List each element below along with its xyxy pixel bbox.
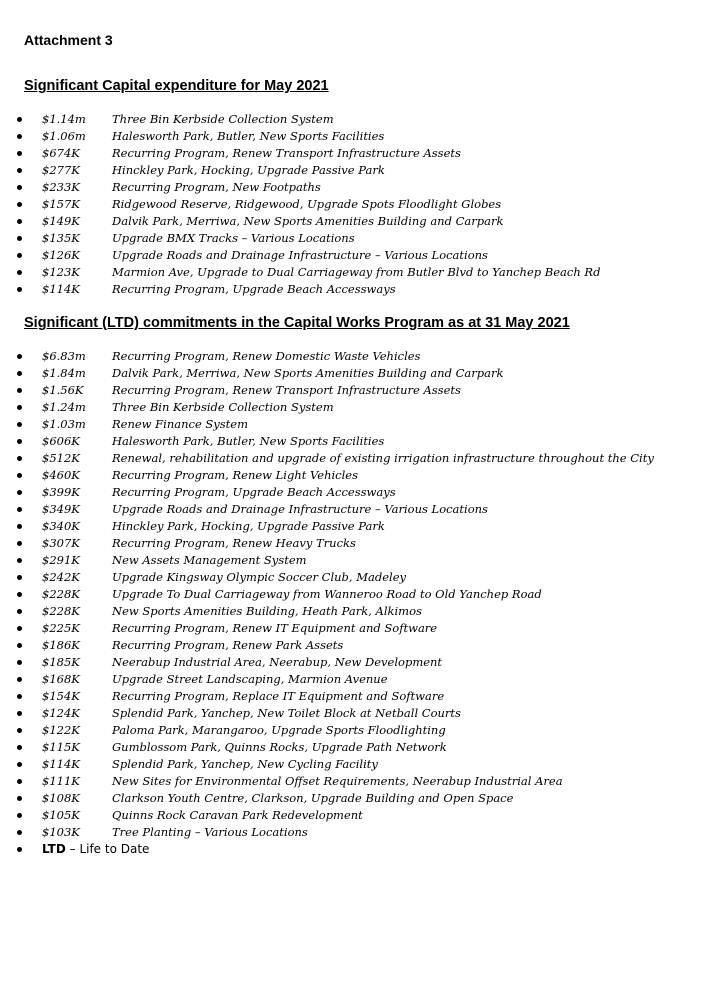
bullet-icon: [17, 236, 22, 241]
item-amount: $1.24m: [42, 400, 86, 414]
item-amount: $186K: [42, 638, 80, 652]
bullet-icon: [17, 575, 22, 580]
bullet-icon: [17, 219, 22, 224]
item-description: Dalvik Park, Merriwa, New Sports Amenities Building and Carpark: [112, 366, 504, 380]
bullet-icon: [17, 287, 22, 292]
item-amount: $108K: [42, 791, 80, 805]
item-amount: $6.83m: [42, 349, 86, 363]
item-amount: $228K: [42, 587, 80, 601]
bullet-icon: [17, 185, 22, 190]
item-amount: $228K: [42, 604, 80, 618]
bullet-icon: [17, 592, 22, 597]
footnote-definition: – Life to Date: [65, 842, 150, 856]
item-amount: $157K: [42, 197, 80, 211]
item-description: Recurring Program, Renew Heavy Trucks: [112, 536, 356, 550]
bullet-icon: [17, 847, 22, 852]
item-description: Recurring Program, Replace IT Equipment and Software: [112, 689, 445, 703]
item-description: Renewal, rehabilitation and upgrade of existing irrigation infrastructure throughout the City: [112, 451, 654, 465]
bullet-icon: [17, 151, 22, 156]
bullet-icon: [17, 813, 22, 818]
item-amount: $606K: [42, 434, 80, 448]
item-amount: $291K: [42, 553, 80, 567]
bullet-icon: [17, 253, 22, 258]
item-amount: $242K: [42, 570, 80, 584]
item-description: Dalvik Park, Merriwa, New Sports Amenities Building and Carpark: [112, 214, 504, 228]
item-description: Clarkson Youth Centre, Clarkson, Upgrade Building and Open Space: [112, 791, 514, 805]
item-description: Ridgewood Reserve, Ridgewood, Upgrade Spots Floodlight Globes: [112, 197, 502, 211]
attachment-label: Attachment 3: [24, 32, 113, 48]
item-description: Recurring Program, New Footpaths: [112, 180, 321, 194]
item-description: Upgrade BMX Tracks – Various Locations: [112, 231, 355, 245]
bullet-icon: [17, 388, 22, 393]
item-amount: $185K: [42, 655, 80, 669]
item-amount: $114K: [42, 282, 80, 296]
bullet-icon: [17, 677, 22, 682]
item-amount: $135K: [42, 231, 80, 245]
bullet-icon: [17, 473, 22, 478]
item-description: Hinckley Park, Hocking, Upgrade Passive Park: [112, 163, 385, 177]
bullet-icon: [17, 134, 22, 139]
item-description: Hinckley Park, Hocking, Upgrade Passive Park: [112, 519, 385, 533]
item-amount: $111K: [42, 774, 80, 788]
bullet-icon: [17, 117, 22, 122]
bullet-icon: [17, 422, 22, 427]
bullet-icon: [17, 694, 22, 699]
item-description: Recurring Program, Renew Transport Infrastructure Assets: [112, 146, 461, 160]
item-description: Paloma Park, Marangaroo, Upgrade Sports Floodlighting: [112, 723, 446, 737]
item-amount: $1.06m: [42, 129, 86, 143]
bullet-icon: [17, 745, 22, 750]
item-amount: $1.03m: [42, 417, 86, 431]
item-description: Halesworth Park, Butler, New Sports Facilities: [112, 434, 385, 448]
bullet-icon: [17, 490, 22, 495]
item-amount: $307K: [42, 536, 80, 550]
section-heading-ltd-commitments: Significant (LTD) commitments in the Capital Works Program as at 31 May 2021: [24, 315, 570, 331]
item-description: Halesworth Park, Butler, New Sports Facilities: [112, 129, 385, 143]
item-amount: $460K: [42, 468, 80, 482]
bullet-icon: [17, 270, 22, 275]
item-description: Splendid Park, Yanchep, New Cycling Facility: [112, 757, 378, 771]
item-amount: $126K: [42, 248, 80, 262]
item-description: Upgrade Roads and Drainage Infrastructure – Various Locations: [112, 248, 488, 262]
item-amount: $105K: [42, 808, 80, 822]
bullet-icon: [17, 202, 22, 207]
bullet-icon: [17, 643, 22, 648]
bullet-icon: [17, 728, 22, 733]
item-amount: $340K: [42, 519, 80, 533]
bullet-icon: [17, 660, 22, 665]
item-description: Three Bin Kerbside Collection System: [112, 400, 334, 414]
bullet-icon: [17, 507, 22, 512]
item-amount: $349K: [42, 502, 80, 516]
item-amount: $233K: [42, 180, 80, 194]
item-description: Recurring Program, Renew Park Assets: [112, 638, 344, 652]
bullet-icon: [17, 762, 22, 767]
item-description: Recurring Program, Renew Light Vehicles: [112, 468, 358, 482]
item-amount: $225K: [42, 621, 80, 635]
item-description: New Assets Management System: [112, 553, 307, 567]
item-amount: $115K: [42, 740, 80, 754]
bullet-icon: [17, 779, 22, 784]
item-description: Upgrade Kingsway Olympic Soccer Club, Madeley: [112, 570, 407, 584]
item-description: Quinns Rock Caravan Park Redevelopment: [112, 808, 363, 822]
item-amount: $512K: [42, 451, 80, 465]
bullet-icon: [17, 609, 22, 614]
item-description: New Sports Amenities Building, Heath Park, Alkimos: [112, 604, 422, 618]
item-amount: $1.14m: [42, 112, 86, 126]
bullet-icon: [17, 558, 22, 563]
bullet-icon: [17, 626, 22, 631]
item-amount: $168K: [42, 672, 80, 686]
item-amount: $103K: [42, 825, 80, 839]
item-amount: $154K: [42, 689, 80, 703]
item-amount: $123K: [42, 265, 80, 279]
item-description: Marmion Ave, Upgrade to Dual Carriageway from Butler Blvd to Yanchep Beach Rd: [112, 265, 601, 279]
item-description: Tree Planting – Various Locations: [112, 825, 308, 839]
item-description: Gumblossom Park, Quinns Rocks, Upgrade Path Network: [112, 740, 447, 754]
bullet-icon: [17, 354, 22, 359]
item-amount: $399K: [42, 485, 80, 499]
footnote-term: LTD: [42, 842, 66, 856]
item-amount: $149K: [42, 214, 80, 228]
bullet-icon: [17, 439, 22, 444]
bullet-icon: [17, 796, 22, 801]
item-description: Recurring Program, Renew Transport Infrastructure Assets: [112, 383, 461, 397]
section-heading-capital-expenditure: Significant Capital expenditure for May 2021: [24, 78, 329, 94]
item-description: Renew Finance System: [112, 417, 249, 431]
item-description: Recurring Program, Renew Domestic Waste Vehicles: [112, 349, 421, 363]
item-amount: $1.84m: [42, 366, 86, 380]
item-amount: $674K: [42, 146, 80, 160]
item-description: Three Bin Kerbside Collection System: [112, 112, 334, 126]
bullet-icon: [17, 830, 22, 835]
item-description: Neerabup Industrial Area, Neerabup, New Development: [112, 655, 443, 669]
item-description: Upgrade Roads and Drainage Infrastructure – Various Locations: [112, 502, 488, 516]
bullet-icon: [17, 168, 22, 173]
item-description: Recurring Program, Upgrade Beach Accessways: [112, 282, 396, 296]
item-amount: $122K: [42, 723, 80, 737]
item-description: Upgrade To Dual Carriageway from Wanneroo Road to Old Yanchep Road: [112, 587, 542, 601]
bullet-icon: [17, 371, 22, 376]
item-amount: $277K: [42, 163, 80, 177]
bullet-icon: [17, 711, 22, 716]
bullet-icon: [17, 456, 22, 461]
item-description: Recurring Program, Upgrade Beach Accessways: [112, 485, 396, 499]
item-amount: $114K: [42, 757, 80, 771]
item-description: Upgrade Street Landscaping, Marmion Avenue: [112, 672, 388, 686]
item-description: New Sites for Environmental Offset Requirements, Neerabup Industrial Area: [112, 774, 563, 788]
item-amount: $124K: [42, 706, 80, 720]
ltd-footnote: [0, 841, 300, 858]
item-description: Recurring Program, Renew IT Equipment and Software: [112, 621, 438, 635]
item-description: Splendid Park, Yanchep, New Toilet Block at Netball Courts: [112, 706, 461, 720]
item-amount: $1.56K: [42, 383, 84, 397]
bullet-icon: [17, 405, 22, 410]
bullet-icon: [17, 524, 22, 529]
bullet-icon: [17, 541, 22, 546]
